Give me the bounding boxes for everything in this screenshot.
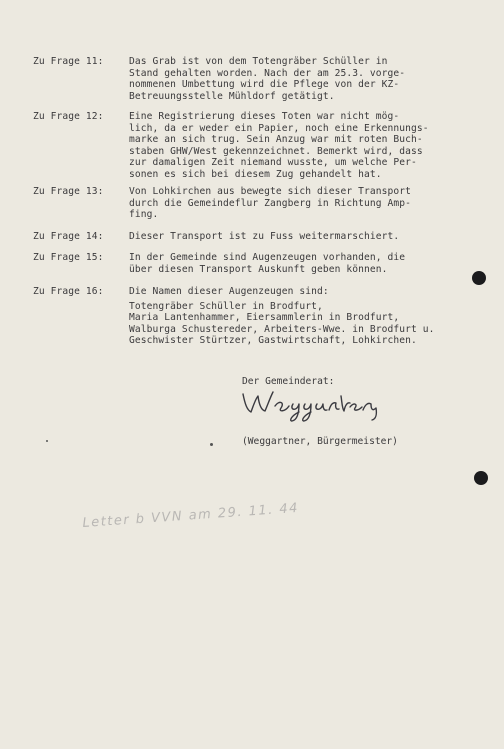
council-title: Der Gemeinderat: xyxy=(242,376,335,387)
answer-text xyxy=(129,111,459,180)
question-label: Zu Frage 15: xyxy=(33,252,104,263)
handwritten-signature xyxy=(237,386,387,424)
answer-line: Von Lohkirchen aus bewegte sich dieser Transport xyxy=(129,186,412,197)
answer-line: staben GHW/West gekennzeichnet. Bemerkt wird, dass xyxy=(129,145,423,157)
answer-line: Betreuungsstelle Mühldorf getätigt. xyxy=(129,90,335,102)
pencil-annotation-text: Letter b VVN am 29. 11. 44 xyxy=(82,500,300,531)
answer-line: Stand gehalten worden. Nach der am 25.3. vorge- xyxy=(129,67,406,79)
witness-line: Geschwister Stürtzer, Gastwirtschaft, Lohkirchen. xyxy=(129,335,417,346)
answer-line: lich, da er weder ein Papier, noch eine Erkennungs- xyxy=(129,122,429,134)
mayor-name: (Weggartner, Bürgermeister) xyxy=(242,436,398,447)
answer-line: sonen es sich bei diesem Zug gehandelt hat. xyxy=(129,168,382,180)
witness-line: Walburga Schustereder, Arbeiters-Wwe. in Brodfurt u. xyxy=(129,323,435,335)
answer-text xyxy=(129,56,459,102)
witness-line: Totengräber Schüller in Brodfurt, xyxy=(129,300,323,312)
answer-line: nommenen Umbettung wird die Pflege von der KZ- xyxy=(129,79,400,90)
answer-line: über diesen Transport Auskunft geben können. xyxy=(129,263,388,275)
question-label: Zu Frage 13: xyxy=(33,186,104,197)
witness-line: Maria Lantenhammer, Eiersammlerin in Brodfurt, xyxy=(129,312,400,323)
answer-line: In der Gemeinde sind Augenzeugen vorhanden, die xyxy=(129,252,406,263)
answer-line: fing. xyxy=(129,209,159,220)
answer-text xyxy=(129,252,459,275)
question-label: Zu Frage 12: xyxy=(33,111,104,122)
answer-text xyxy=(129,231,459,243)
answer-line: zur damaligen Zeit niemand wusste, um welche Per- xyxy=(129,157,417,168)
question-label: Zu Frage 16: xyxy=(33,286,104,297)
question-label: Zu Frage 11: xyxy=(33,56,104,67)
answer-line: Eine Registrierung dieses Toten war nicht mög- xyxy=(129,111,400,122)
answer-line: Die Namen dieser Augenzeugen sind: xyxy=(129,286,329,297)
answer-text xyxy=(129,286,489,347)
ink-dot xyxy=(46,440,48,442)
pencil-annotation xyxy=(82,500,312,556)
punch-hole xyxy=(472,271,486,285)
ink-dot xyxy=(210,443,213,446)
punch-hole xyxy=(474,471,488,485)
answer-text xyxy=(129,186,459,221)
answer-line: durch die Gemeindeflur Zangberg in Richtung Amp- xyxy=(129,197,412,209)
answer-line: Dieser Transport ist zu Fuss weitermarschiert. xyxy=(129,231,400,242)
answer-line: marke an sich trug. Sein Anzug war mit roten Buch- xyxy=(129,134,423,145)
question-label: Zu Frage 14: xyxy=(33,231,104,242)
answer-line: Das Grab ist von dem Totengräber Schüller in xyxy=(129,56,388,67)
